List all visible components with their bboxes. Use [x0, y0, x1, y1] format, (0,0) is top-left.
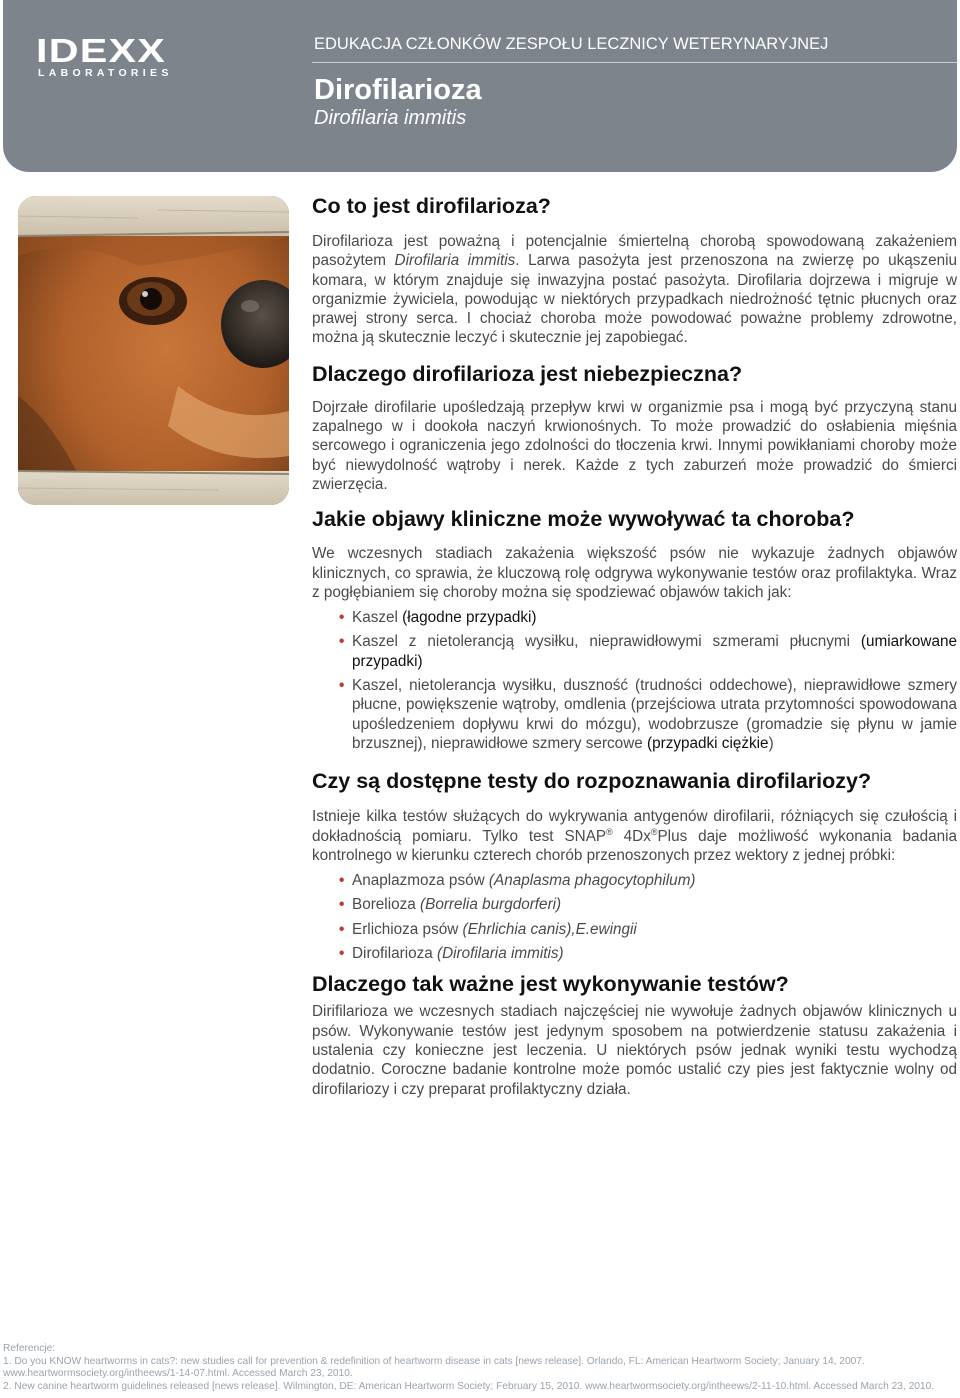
latin-name: (Anaplasma phagocytophilum): [488, 872, 696, 890]
diseases-list: [312, 871, 957, 963]
bullet-icon: •: [339, 609, 345, 627]
symptoms-list: [312, 608, 957, 753]
symptom-text: Kaszel: [352, 609, 403, 627]
section-heading-danger: Dlaczego dirofilarioza jest niebezpieczna?: [312, 361, 743, 386]
list-item: [312, 608, 957, 627]
logo-subtitle: LABORATORIES: [38, 67, 173, 79]
idexx-logo: [36, 32, 178, 80]
registered-mark: ®: [650, 826, 658, 837]
section-paragraph-symptoms: We wczesnych stadiach zakażenia większość psów nie wykazuje żadnych objawów klinicznych, co sprawia, że kluczową rolę odgrywa wykonywanie testów oraz profilaktyka. Wraz z pogłębianiem się choroby można się spodziewać objawów takich jak:: [312, 545, 957, 601]
severity-label: (łagodne przypadki): [402, 609, 537, 627]
disease-name: Borelioza: [352, 896, 421, 914]
header-divider: [312, 62, 957, 63]
section-paragraph-danger: Dojrzałe dirofilarie upośledzają przepływ krwi w organizmie psa i mogą być przyczyną stanu zapalnego w i dookoła naczyń krwionośnych. To może prowadzić do osłabienia mięśnia sercowego i ograniczenia jego zdolności do tłoczenia krwi. Innymi powikłaniami choroby może być niewydolność wątroby i nerek. Każde z tych zaburzeń może prowadzić do śmierci zwierzęcia.: [312, 398, 957, 493]
bullet-icon: •: [339, 677, 345, 695]
disease-name: Anaplazmoza psów: [352, 872, 489, 890]
bullet-icon: •: [339, 896, 345, 914]
section-heading-tests: Czy są dostępne testy do rozpoznawania dirofilariozy?: [312, 769, 872, 794]
para-text: Dirofilarioza jest poważną i potencjalnie śmiertelną chorobą spowodowaną zakażeniem pasożytem: [312, 233, 957, 270]
symptom-text: ): [768, 734, 774, 752]
section-heading-importance: Dlaczego tak ważne jest wykonywanie testów?: [312, 972, 789, 997]
bullet-icon: •: [339, 945, 345, 963]
registered-mark: ®: [606, 826, 613, 837]
reference-item: 2. New canine heartworm guidelines released [news release]. Wilmington, DE: American Heartworm Society; February 15, 2010. www.heartwormsociety.org/intheews/2-11-10.html. Accessed March 23, 2010.: [3, 1380, 935, 1392]
section-heading-symptoms: Jakie objawy kliniczne może wywoływać ta choroba?: [312, 507, 855, 532]
section-paragraph-what-is: [312, 232, 957, 348]
list-item: [312, 920, 957, 939]
para-text: Plus daje możliwość wykonania badania kontrolnego w kierunku czterech chorób przenoszonych przez wektory z jednej próbki:: [312, 827, 957, 864]
header-banner: [3, 0, 957, 172]
references: [3, 1343, 957, 1393]
bullet-icon: •: [339, 872, 345, 890]
para-text: . Larwa pasożyta jest przenoszona na zwierzę po ukąszeniu komara, w którym znajduje się inwazyjna postać pasożyta. Dirofilaria dojrzewa i migruje w organizmie żywiciela, powodując w niektórych przypadkach niedrożność tętnic płucnych oraz prawej strony serca. I chociaż choroba może powodować poważne problemy zdrowotne, można ją skutecznie leczyć i skutecznie jej zapobiegać.: [312, 252, 957, 347]
latin-name: (Borrelia burgdorferi): [420, 896, 562, 914]
section-paragraph-importance: Dirifilarioza we wczesnych stadiach najczęściej nie wywołuje żadnych objawów klinicznych u psów. Wykonywanie testów jest jedynym sposobem na potwierdzenie statusu zakażenia i ustalenia czy konieczne jest leczenia. U niektórych psów jednak wyniki testu wychodzą dodatnio. Coroczne badanie kontrolne może pomóc ustalić czy pies jest faktycznie wolny od dirofilariozy i czy preparat profilaktyczny działa.: [312, 1003, 957, 1098]
section-heading-what-is: Co to jest dirofilarioza?: [312, 194, 551, 218]
header-edu-line: EDUKACJA CZŁONKÓW ZESPOŁU LECZNICY WETERYNARYJNEJ: [314, 35, 829, 53]
symptom-text: Kaszel z nietolerancją wysiłku, nieprawidłowymi szmerami płucnymi: [352, 633, 861, 651]
severity-label: (przypadki ciężkie: [647, 734, 769, 752]
reference-item: 1. Do you KNOW heartworms in cats?: new studies call for prevention & redefinition of heartworm disease in cats [news release]. Orlando, FL: American Heartworm Society; January 14, 2007. www.heartwormsociety.org/intheews/1-14-07.html. Accessed March 23, 2010.: [3, 1355, 865, 1379]
list-item: [312, 632, 957, 671]
disease-name: Erlichioza psów: [352, 920, 463, 938]
severity-label: (umiarkowane przypadki): [352, 633, 957, 670]
symptom-text: Kaszel, nietolerancja wysiłku, duszność (trudności oddechowe), nieprawidłowe szmery płucne, powiększenie wątroby, omdlenia (przejściowa utrata przytomności spowodowana upośledzeniem dopływu krwi do mózgu), wodobrzusze (gromadzie się płynu w jamie brzusznej), nieprawidłowe szmery sercowe: [352, 677, 957, 752]
list-item: [312, 871, 957, 890]
bullet-icon: •: [339, 633, 345, 651]
references-label: Referencje:: [3, 1343, 56, 1354]
disease-name: Dirofilarioza: [352, 945, 438, 963]
logo-wordmark: IDEXX: [36, 32, 167, 69]
list-item: [312, 676, 957, 753]
section-paragraph-tests: [312, 807, 957, 865]
main-content: [312, 192, 957, 1099]
para-text: 4Dx: [612, 827, 651, 845]
bullet-icon: •: [339, 920, 345, 938]
para-text: Istnieje kilka testów służących do wykrywania antygenów dirofilarii, różniących się czułością i dokładnością pomiaru. Tylko test SNAP: [312, 808, 957, 845]
latin-name: (Ehrlichia canis),E.ewingii: [462, 920, 637, 938]
page-subtitle: Dirofilaria immitis: [314, 107, 467, 129]
dog-photo: [18, 196, 289, 505]
page-title: Dirofilarioza: [314, 74, 482, 106]
latin-name: Dirofilaria immitis: [394, 252, 516, 270]
latin-name: (Dirofilaria immitis): [437, 945, 564, 963]
list-item: [312, 944, 957, 963]
list-item: [312, 895, 957, 914]
